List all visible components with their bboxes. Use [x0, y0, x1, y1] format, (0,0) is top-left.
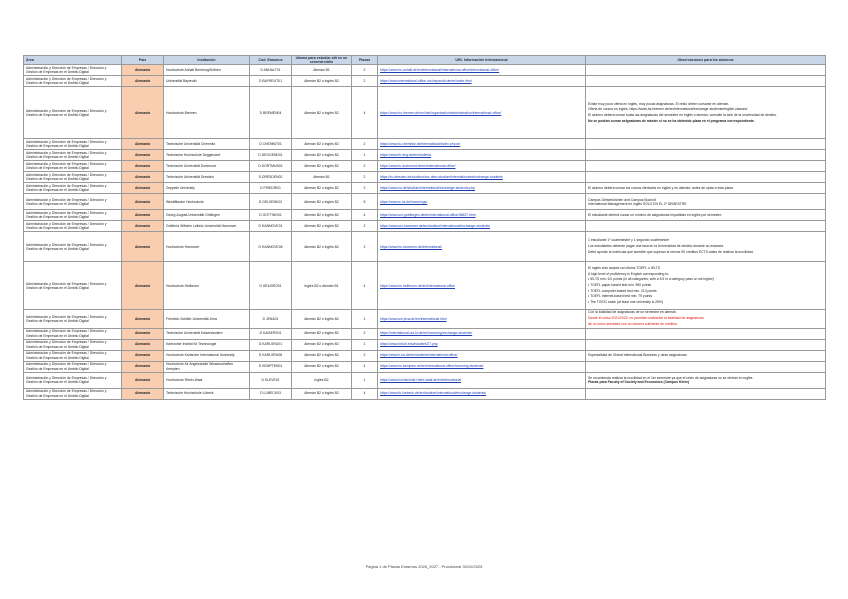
cell-url-link[interactable]: https://tu-dresden.de/studium/vor-dem-studium/internationales/exchange-students [378, 172, 586, 183]
cell-places: 1 [352, 310, 378, 328]
observation-line: El alumno deberá cursar todas las asignaturas del semestre en inglés o alemán; consulte la web de la universidad de destino. [588, 112, 778, 117]
cell-language: Inglés B2 [292, 372, 352, 388]
table-header-row [24, 56, 826, 65]
cell-observations [586, 194, 826, 210]
cell-url-link[interactable]: https://www.hochschule-rhein-waal.de/en/international [378, 372, 586, 388]
cell-country: Alemania [122, 150, 164, 161]
cell-observations [586, 139, 826, 150]
cell-places: 2 [352, 139, 378, 150]
cell-country: Alemania [122, 232, 164, 262]
cell-erasmus-code: D DORTMUN01 [250, 161, 292, 172]
table-row [24, 210, 826, 221]
cell-institution: Hochschule für Angewandte Wissenschaften Kempten [164, 361, 250, 372]
observation-line: Se recomienda realizar la movilidad en el 1er semestre ya que el resto de asignaturas no se ofertan en inglés. [588, 375, 754, 380]
cell-url-link[interactable]: https://international.uni-kl.de/en/incoming/exchange-students/ [378, 328, 586, 339]
table-row [24, 232, 826, 262]
table-row [24, 161, 826, 172]
cell-observations [586, 172, 826, 183]
cell-places: 4 [352, 87, 378, 139]
table-row [24, 183, 826, 194]
cell-language: Alemán B2 o Inglés B2 [292, 350, 352, 361]
cell-area: Administración y Dirección de Empresas / Dirección y Gestión de Empresas en el Ámbito Digital [24, 76, 122, 87]
cell-observations [586, 87, 826, 139]
table-row [24, 87, 826, 139]
cell-erasmus-code: D GELSENK02 [250, 194, 292, 210]
observation-line: El estudiante deberá cursar un mínimo de asignaturas impartidas en inglés por semestre. [588, 213, 723, 218]
cell-places: 4 [352, 388, 378, 399]
cell-erasmus-code: D LUBECK03 [250, 388, 292, 399]
cell-area: Administración y Dirección de Empresas / Dirección y Gestión de Empresas en el Ámbito Digital [24, 65, 122, 76]
cell-country: Alemania [122, 339, 164, 350]
cell-country: Alemania [122, 221, 164, 232]
cell-places: 2 [352, 183, 378, 194]
cell-erasmus-code: D CHEMNIT01 [250, 139, 292, 150]
cell-observations [586, 65, 826, 76]
cell-erasmus-code: D KAISERS01 [250, 328, 292, 339]
cell-url-link[interactable]: https://www.hs-anhalt.de/en/international/international-office/international-office/ [378, 65, 586, 76]
cell-language: Alemán B1 [292, 65, 352, 76]
cell-url-link[interactable]: https://www.th-deg.de/en/students [378, 150, 586, 161]
cell-institution: Universität Bayreuth [164, 76, 250, 87]
cell-institution: Technische Universität Kaiserslautern [164, 328, 250, 339]
cell-language: Alemán B2 o Inglés B2 [292, 194, 352, 210]
cell-language: Alemán B2 o Inglés B2 [292, 388, 352, 399]
cell-erasmus-code: D KEMPTEN01 [250, 361, 292, 372]
cell-url-link[interactable]: https://www.hs-hannover.de/international/ [378, 232, 586, 262]
page-footer: Página 1 de Plazas Erasmus 2026_2027 - Provisional 30/10/2025 [365, 564, 483, 569]
observation-line: • TOEFL computer-based test min. 213 points [588, 288, 657, 293]
cell-url-link[interactable]: https://www.tu-chemnitz.de/international/index.php.en [378, 139, 586, 150]
cell-institution: Georg-August-Universität Göttingen [164, 210, 250, 221]
cell-places: 1 [352, 339, 378, 350]
cell-institution: Hochschule Bremen [164, 87, 250, 139]
header-language: Idioma para estudiar allí en un semestre/año [292, 56, 352, 65]
table-row [24, 65, 826, 76]
cell-observations [586, 328, 826, 339]
cell-erasmus-code: D DEGGEND01 [250, 150, 292, 161]
cell-places: 5 [352, 194, 378, 210]
erasmus-places-table [23, 55, 826, 400]
cell-places: 2 [352, 328, 378, 339]
cell-language: Alemán B2 o Inglés B2 [292, 150, 352, 161]
observation-line: International Management en inglés SÓLO EN EL 2º SEMESTRE [588, 201, 687, 206]
cell-url-link[interactable]: https://www.uni-goettingen.de/en/international-office/38637.html [378, 210, 586, 221]
header-places: Plazas [352, 56, 378, 65]
observation-line: Existe muy poca oferta en inglés, muy pocas asignaturas. El resto deben cursarse en alemán. [588, 101, 730, 106]
cell-erasmus-code: D KLEVE01 [250, 372, 292, 388]
table-row [24, 350, 826, 361]
observation-line: 1 estudiante 1º cuatrimestre y 1 segundo cuatrimestre [588, 238, 670, 243]
header-institution: Institución [164, 56, 250, 65]
cell-places: 1 [352, 150, 378, 161]
cell-erasmus-code: D HEILBRO01 [250, 262, 292, 310]
cell-places: 1 [352, 372, 378, 388]
cell-area: Administración y Dirección de Empresas / Dirección y Gestión de Empresas en el Ámbito Digital [24, 172, 122, 183]
cell-country: Alemania [122, 172, 164, 183]
cell-places: 2 [352, 161, 378, 172]
cell-institution: Hochschule Hannover [164, 232, 250, 262]
table-row [24, 262, 826, 310]
cell-observations [586, 221, 826, 232]
table-row [24, 194, 826, 210]
cell-area: Administración y Dirección de Empresas / Dirección y Gestión de Empresas en el Ámbito Digital [24, 232, 122, 262]
cell-erasmus-code: D KARLSRU01 [250, 339, 292, 350]
cell-institution: Technische Universität Dresden [164, 172, 250, 183]
observation-line: Desde el curso 2021/2022: no permiten matricular la totalidad de asignaturas [588, 316, 704, 321]
cell-observations [586, 339, 826, 350]
cell-observations [586, 372, 826, 388]
cell-observations [586, 232, 826, 262]
cell-country: Alemania [122, 87, 164, 139]
table-row [24, 328, 826, 339]
cell-language: Alemán B1 [292, 172, 352, 183]
cell-observations [586, 161, 826, 172]
observation-line: Oferta de cursos en inglés: https://www.hs-bremen.de/en/international/exchange-students/english-classes/ [588, 107, 748, 112]
observation-line: de un único semestre con un número suficiente de créditos. [588, 321, 678, 326]
cell-country: Alemania [122, 388, 164, 399]
cell-country: Alemania [122, 310, 164, 328]
cell-places: 4 [352, 210, 378, 221]
table-row [24, 388, 826, 399]
cell-country: Alemania [122, 328, 164, 339]
cell-country: Alemania [122, 194, 164, 210]
cell-language: Alemán B2 o Inglés B2 [292, 339, 352, 350]
cell-area: Administración y Dirección de Empresas / Dirección y Gestión de Empresas en el Ámbito Digital [24, 183, 122, 194]
header-url: URL Información Internacional [378, 56, 586, 65]
cell-erasmus-code: D BAYREUT01 [250, 76, 292, 87]
cell-language: Alemán B2 o Inglés B2 [292, 183, 352, 194]
cell-language: Alemán B2 o Inglés B2 [292, 361, 352, 372]
cell-erasmus-code: D BREMEN04 [250, 87, 292, 139]
cell-places: 4 [352, 361, 378, 372]
cell-places: 2 [352, 221, 378, 232]
cell-country: Alemania [122, 76, 164, 87]
cell-area: Administración y Dirección de Empresas / Dirección y Gestión de Empresas en el Ámbito Digital [24, 388, 122, 399]
cell-language: Alemán B2 o Inglés B2 [292, 161, 352, 172]
cell-language: Alemán B2 o Inglés B2 [292, 232, 352, 262]
observation-line: • TOEFL Internet-based test min. 79 points [588, 294, 653, 299]
cell-places: 2 [352, 232, 378, 262]
cell-erasmus-code: D HANNOVE06 [250, 232, 292, 262]
cell-area: Administración y Dirección de Empresas / Dirección y Gestión de Empresas en el Ámbito Digital [24, 310, 122, 328]
observation-line: El inglés sólo acepta con títulos TOEFL o IELTS [588, 265, 661, 270]
cell-url-link[interactable]: https://www.h-ka.de/en/students/international-office/ [378, 350, 586, 361]
cell-url-link[interactable]: https://www.uni-jena.de/en/international.html [378, 310, 586, 328]
cell-area: Administración y Dirección de Empresas / Dirección y Gestión de Empresas en el Ámbito Digital [24, 221, 122, 232]
cell-url-link[interactable]: https://www.international-office.uni-bayreuth.de/en/index.html [378, 76, 586, 87]
cell-places: 2 [352, 65, 378, 76]
cell-institution: Hochschule Rhein-Waal [164, 372, 250, 388]
cell-erasmus-code: D DRESDEN02 [250, 172, 292, 183]
cell-url-link[interactable]: https://www.hs-bremen.de/en/hsb/organisation/administration/international-office/ [378, 87, 586, 139]
header-erasmus-code: Cod. Erasmus [250, 56, 292, 65]
cell-language: Alemán B2 o Inglés B2 [292, 139, 352, 150]
cell-institution: Karlsruher Institut für Technologie [164, 339, 250, 350]
cell-country: Alemania [122, 372, 164, 388]
cell-erasmus-code: D GOTTING01 [250, 210, 292, 221]
observation-line: Debe aportar la matrícula que acredite que superan al menos 90 créditos ECTS antes de realizar la movilidad. [588, 249, 754, 254]
cell-erasmus-code: D JENA01 [250, 310, 292, 328]
cell-institution: Gottfried Wilhelm Leibniz Universität Hannover [164, 221, 250, 232]
cell-area: Administración y Dirección de Empresas / Dirección y Gestión de Empresas en el Ámbito Digital [24, 210, 122, 221]
table-row [24, 372, 826, 388]
cell-language: Inglés B2 o Alemán B1 [292, 262, 352, 310]
cell-observations [586, 262, 826, 310]
cell-places: 2 [352, 172, 378, 183]
cell-institution: Technische Universität Chemnitz [164, 139, 250, 150]
cell-erasmus-code: D KARLSRU06 [250, 350, 292, 361]
cell-observations [586, 210, 826, 221]
observation-line: Los estudiantes deberán pagar una tasa en la Universidad de destino durante su estancia. [588, 244, 724, 249]
table-row [24, 76, 826, 87]
cell-url-link[interactable]: https://www.hs-kempten.de/en/international-office/incoming-students/ [378, 361, 586, 372]
cell-erasmus-code: D FRIEDRI01 [250, 183, 292, 194]
table-row [24, 361, 826, 372]
cell-observations [586, 388, 826, 399]
cell-url-link[interactable]: https://www.zu.de/studium/international/exchange-students.php [378, 183, 586, 194]
table-row [24, 339, 826, 350]
observation-line: No se podrán cursar asignaturas de máster si no se ha obtenido plaza en el programa correspondiente. [588, 118, 755, 123]
cell-country: Alemania [122, 210, 164, 221]
observation-line: Plazas para Faculty of Society and Economics (Campus Kleve) [588, 380, 690, 385]
cell-url-link[interactable]: https://www.intl.kit.edu/istudent/27.php [378, 339, 586, 350]
cell-url-link[interactable]: https://www.th-luebeck.de/en/studium/international/exchange-students/ [378, 388, 586, 399]
observation-line: Campus Gelsenkirchen and Campus Bocholt [588, 197, 656, 202]
cell-country: Alemania [122, 161, 164, 172]
cell-institution: Friedrich-Schiller-Universität Jena [164, 310, 250, 328]
table-row [24, 172, 826, 183]
cell-institution: Technische Universität Dortmund [164, 161, 250, 172]
observation-line: Con la totalidad de asignaturas de un semestre en alemán. [588, 310, 677, 315]
cell-area: Administración y Dirección de Empresas / Dirección y Gestión de Empresas en el Ámbito Digital [24, 87, 122, 139]
cell-institution: Technische Hochschule Lübeck [164, 388, 250, 399]
cell-language: Alemán B2 o Inglés B2 [292, 221, 352, 232]
observation-line: • IELTS min. 6.0 points (in all categories, with a 5.5 in a category pass or not higher) [588, 277, 714, 282]
cell-country: Alemania [122, 139, 164, 150]
cell-places: 4 [352, 262, 378, 310]
cell-institution: Westfälische Hochschule [164, 194, 250, 210]
table-row [24, 150, 826, 161]
table-row [24, 310, 826, 328]
cell-language: Alemán B2 o Inglés B2 [292, 310, 352, 328]
cell-area: Administración y Dirección de Empresas / Dirección y Gestión de Empresas en el Ámbito Digital [24, 150, 122, 161]
cell-institution: Zeppelin University [164, 183, 250, 194]
cell-area: Administración y Dirección de Empresas / Dirección y Gestión de Empresas en el Ámbito Digital [24, 372, 122, 388]
cell-language: Alemán B2 o Inglés B2 [292, 76, 352, 87]
cell-places: 2 [352, 76, 378, 87]
cell-language: Alemán B2 o Inglés B2 [292, 87, 352, 139]
cell-institution: Hochschule Karlsruhe International University [164, 350, 250, 361]
cell-observations [586, 76, 826, 87]
observation-line: • The TOEIC scale (at least one university is 25%) [588, 300, 664, 305]
table-row [24, 221, 826, 232]
table-row [24, 139, 826, 150]
cell-observations [586, 350, 826, 361]
cell-area: Administración y Dirección de Empresas / Dirección y Gestión de Empresas en el Ámbito Digital [24, 361, 122, 372]
cell-country: Alemania [122, 183, 164, 194]
observation-line: A high level of proficiency in English corresponding to: [588, 271, 670, 276]
cell-area: Administración y Dirección de Empresas / Dirección y Gestión de Empresas en el Ámbito Digital [24, 339, 122, 350]
cell-institution: Hochschule Anhalt Bernburg/Köthen [164, 65, 250, 76]
cell-language: Alemán B2 o Inglés B2 [292, 210, 352, 221]
cell-area: Administración y Dirección de Empresas / Dirección y Gestión de Empresas en el Ámbito Digital [24, 194, 122, 210]
cell-language: Alemán B2 o Inglés B2 [292, 328, 352, 339]
observation-line: • TOEFL paper-based test min. 550 points [588, 283, 652, 288]
observation-line: El alumno deberá cursar los cursos ofertados en inglés y en alemán; antes de optar a esta plaza. [588, 186, 734, 191]
cell-area: Administración y Dirección de Empresas / Dirección y Gestión de Empresas en el Ámbito Digital [24, 350, 122, 361]
cell-country: Alemania [122, 262, 164, 310]
cell-institution: Technische Hochschule Deggendorf [164, 150, 250, 161]
header-observations: Observaciones para los alumnos [586, 56, 826, 65]
cell-url-link[interactable]: https://www.w-hs.de/incomings/ [378, 194, 586, 210]
cell-country: Alemania [122, 361, 164, 372]
cell-erasmus-code: D ANHALT01 [250, 65, 292, 76]
cell-area: Administración y Dirección de Empresas / Dirección y Gestión de Empresas en el Ámbito Digital [24, 262, 122, 310]
cell-observations [586, 310, 826, 328]
cell-url-link[interactable]: https://www.hs-heilbronn.de/en/international-office [378, 262, 586, 310]
cell-url-link[interactable]: https://www.tu-dortmund.de/en/international-office/ [378, 161, 586, 172]
cell-institution: Hochschule Heilbronn [164, 262, 250, 310]
observation-line: Especialidad de Global International Business y otras asignaturas. [588, 353, 688, 358]
cell-observations [586, 183, 826, 194]
cell-area: Administración y Dirección de Empresas / Dirección y Gestión de Empresas en el Ámbito Digital [24, 328, 122, 339]
cell-places: 2 [352, 350, 378, 361]
cell-url-link[interactable]: https://www.uni-hannover.de/en/studium/international/exchange-students/ [378, 221, 586, 232]
header-area: Área [24, 56, 122, 65]
cell-erasmus-code: D HANNOVE01 [250, 221, 292, 232]
cell-country: Alemania [122, 65, 164, 76]
cell-observations [586, 361, 826, 372]
cell-area: Administración y Dirección de Empresas / Dirección y Gestión de Empresas en el Ámbito Digital [24, 161, 122, 172]
header-country: País [122, 56, 164, 65]
cell-area: Administración y Dirección de Empresas / Dirección y Gestión de Empresas en el Ámbito Digital [24, 139, 122, 150]
cell-country: Alemania [122, 350, 164, 361]
cell-observations [586, 150, 826, 161]
